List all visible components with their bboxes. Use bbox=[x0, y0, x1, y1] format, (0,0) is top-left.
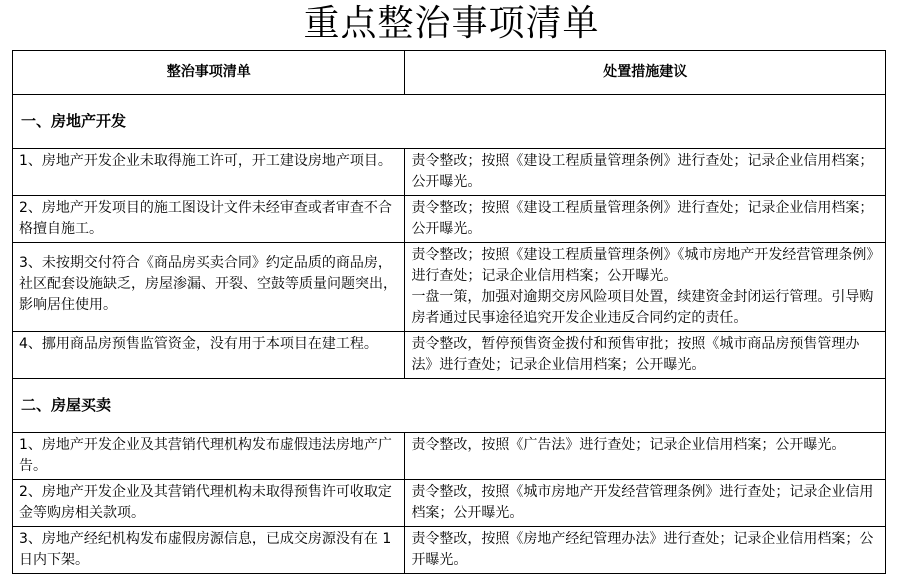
header-items: 整治事项清单 bbox=[13, 51, 405, 95]
table-row bbox=[13, 527, 886, 574]
measure-cell bbox=[405, 243, 886, 332]
item-cell: 1、房地产开发企业及其营销代理机构发布虚假违法房地产广告。 bbox=[13, 433, 405, 480]
measure-text: 责令整改，暂停预售资金拨付和预售审批；按照《城市商品房预售管理办法》进行查处；记录企业信用档案；公开曝光。 bbox=[411, 336, 860, 373]
section-heading: 一、房地产开发 bbox=[13, 95, 886, 149]
item-cell: 4、挪用商品房预售监管资金，没有用于本项目在建工程。 bbox=[13, 332, 405, 379]
measure-cell bbox=[405, 149, 886, 196]
table-row bbox=[13, 433, 886, 480]
item-cell: 3、房地产经纪机构发布虚假房源信息，已成交房源没有在 1 日内下架。 bbox=[13, 527, 405, 574]
table-row bbox=[13, 243, 886, 332]
page-title: 重点整治事项清单 bbox=[303, 3, 600, 44]
measure-cell bbox=[405, 196, 886, 243]
measure-text: 一盘一策，加强对逾期交房风险项目处置，续建资金封闭运行管理。引导购房者通过民事途径追究开发企业违反合同约定的责任。 bbox=[411, 289, 874, 326]
table-row bbox=[13, 480, 886, 527]
measure-text: 责令整改，按照《广告法》进行查处；记录企业信用档案；公开曝光。 bbox=[411, 437, 846, 453]
measure-cell bbox=[405, 527, 886, 574]
item-cell: 2、房地产开发项目的施工图设计文件未经审查或者审查不合格擅自施工。 bbox=[13, 196, 405, 243]
remediation-table bbox=[12, 50, 886, 574]
measure-text: 责令整改，按照《房地产经纪管理办法》进行查处；记录企业信用档案；公开曝光。 bbox=[411, 531, 874, 568]
table-row bbox=[13, 196, 886, 243]
section-heading-row bbox=[13, 379, 886, 433]
table-row bbox=[13, 332, 886, 379]
measure-text: 责令整改；按照《建设工程质量管理条例》进行查处；记录企业信用档案；公开曝光。 bbox=[411, 153, 874, 190]
item-cell: 2、房地产开发企业及其营销代理机构未取得预售许可收取定金等购房相关款项。 bbox=[13, 480, 405, 527]
table-row bbox=[13, 149, 886, 196]
item-cell: 1、房地产开发企业未取得施工许可，开工建设房地产项目。 bbox=[13, 149, 405, 196]
measure-cell bbox=[405, 433, 886, 480]
item-cell: 3、未按期交付符合《商品房买卖合同》约定品质的商品房，社区配套设施缺乏，房屋渗漏、开裂、空鼓等质量问题突出，影响居住使用。 bbox=[13, 243, 405, 332]
measure-cell bbox=[405, 480, 886, 527]
measure-cell bbox=[405, 332, 886, 379]
header-row bbox=[13, 51, 886, 95]
measure-text: 责令整改；按照《建设工程质量管理条例》《城市房地产开发经营管理条例》进行查处；记录企业信用档案；公开曝光。 bbox=[411, 247, 874, 284]
header-measures: 处置措施建议 bbox=[405, 51, 886, 95]
measure-text: 责令整改；按照《建设工程质量管理条例》进行查处；记录企业信用档案；公开曝光。 bbox=[411, 200, 874, 237]
section-heading-row bbox=[13, 95, 886, 149]
measure-text: 责令整改，按照《城市房地产开发经营管理条例》进行查处；记录企业信用档案；公开曝光。 bbox=[411, 484, 874, 521]
section-heading: 二、房屋买卖 bbox=[13, 379, 886, 433]
